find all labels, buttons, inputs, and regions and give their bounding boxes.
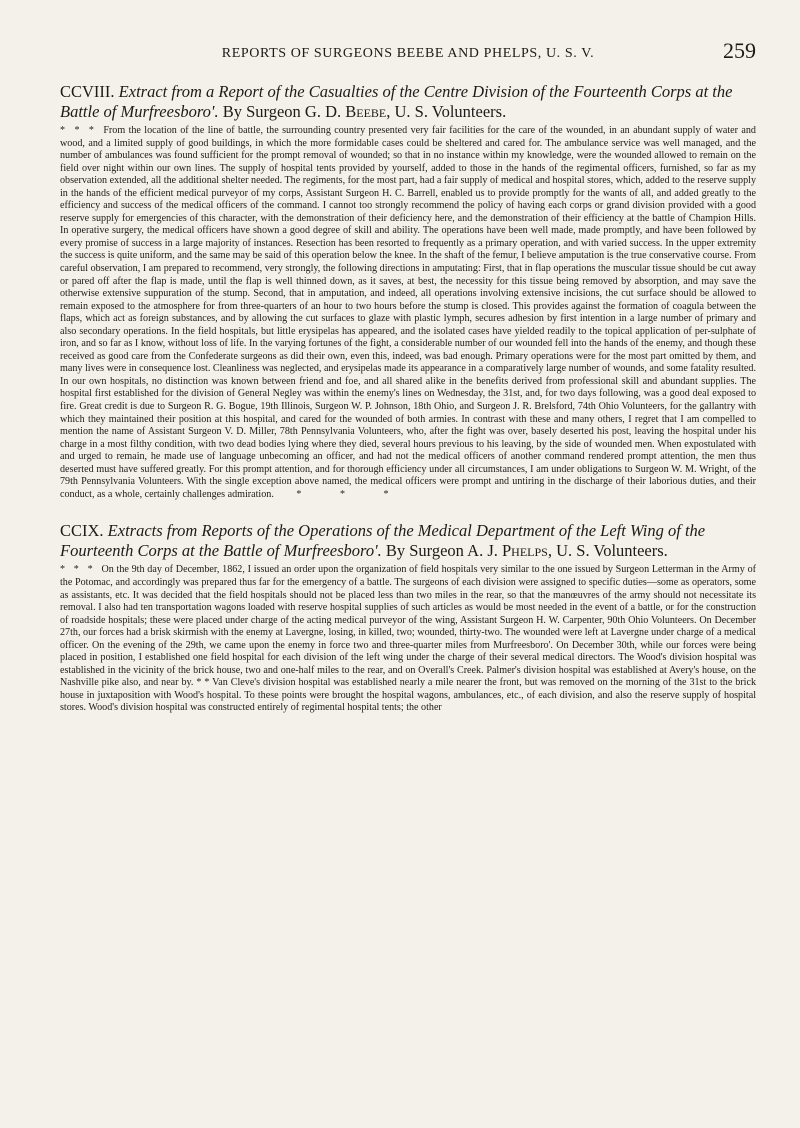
byline-suffix: , U. S. Volunteers. (547, 541, 668, 561)
article-number: CCIX. (60, 521, 104, 541)
article-number: CCVIII. (60, 82, 115, 101)
byline-name: Beebe (345, 102, 387, 121)
article-ccix (60, 521, 756, 715)
document-page (60, 38, 756, 715)
article-body (60, 564, 756, 715)
article-heading (60, 521, 756, 561)
closing-stars: * * * (296, 488, 407, 500)
byline-suffix: , U. S. Volunteers. (386, 102, 507, 121)
ellipsis-stars: * * * (60, 125, 97, 136)
byline-prefix: By Surgeon A. J. (385, 541, 498, 561)
article-body (60, 125, 756, 501)
article-title: Extract from a Report of the Casualties of the Centre Division of the Fourteenth Corps at the Battle of Murfreesboro'. (60, 82, 733, 121)
running-title: REPORTS OF SURGEONS BEEBE AND PHELPS, U. S. V. (221, 46, 595, 61)
article-ccviii (60, 82, 756, 501)
article-heading (60, 82, 756, 122)
ellipsis-stars: * * * (60, 564, 96, 576)
byline-name: Phelps (502, 541, 548, 561)
article-title: Extracts from Reports of the Operations of the Medical Department of the Left Wing of the Fourteenth Corps at the Battle of Murfreesboro'. (60, 521, 706, 561)
running-header (60, 38, 756, 68)
byline-prefix: By Surgeon G. D. (222, 102, 342, 121)
page-number: 259 (723, 38, 756, 63)
body-text: From the location of the line of battle, the surrounding country presented very fair facilities for the care of the wounded, in an abundant supply of water and wood, and a limited supply of good buildings, in which the more formidable cases could be sheltered and cared for. The ambulance service was well managed, and the number of ambulances was found sufficient for the prompt removal of wounded; so that in no instance within my knowledge, were the wounded allowed to remain on the field over night within our own lines. The supply of hospital tents provided by yourself, added to those in the hands of the regimental officers, furnished, so far as my observation extended, all the additional shelter needed. The regiments, for the most part, had a fair supply of medical and hospital stores, which, added to the reserve supply in the hands of the efficient medical purveyor of my corps, Assistant Surgeon H. C. Barrell, enabled us to provide promptly for the wants of all, and added greatly to the efficiency and success of the medical officers of the command. I cannot too strongly recommend the policy of having each corps or grand division provided with a good reserve supply for emergencies of this character, with the demonstration of their deficiency here, and the demonstration of their efficiency at the battle of Champion Hills. In operative surgery, the medical officers have shown a good degree of skill and ability. The operations have been well made, made promptly, and have been followed by every promise of success in a large majority of instances. Resection has been resorted to frequently as a primary operation, and with varied success. In the upper extremity the success is quite uniform, and the same may be said of this operation below the knee. In the shaft of the femur, I believe amputation is the true conservative course. From careful observation, I am prepared to recommend, very strongly, the following directions in amputating: First, that in flap operations the muscular tissue should be cut away or pared off after the flap is made, until the flap is well thinned down, as it saves, at best, the necessity for this tissue being removed by absorption, and may save the otherwise extensive suppuration of the stump. Second, that in amputation, and indeed, all operations involving extensive incisions, the cut surface should be allowed to remain exposed to the atmosphere for from three-quarters of an hour to two hours before the stump is closed. This provides against the formation of coagula between the flaps, which act as foreign substances, and by allowing the cut surfaces to glaze with plastic lymph, secures adhesion by first intention in a large number of primary and also secondary operations. In the field hospitals, but little erysipelas has appeared, and the isolated cases have yielded readily to the topical application of per-sulphate of iron, and so far as I know, without loss of life. In the varying fortunes of the fight, a considerable number of our wounded fell into the hands of the enemy, and though these received as good care from the Confederate surgeons as did their own, even this, indeed, was bad enough. Primary operations were for the most part omitted by them, and many lives were in consequence lost. Cleanliness was neglected, and erysipelas made its appearance in a comparatively large number of wounds, and some fatality resulted. In our own hospitals, no distinction was known between friend and foe, and all shared alike in the benefits derived from professional skill and abundant supplies. The hospital first established for the division of General Negley was within the enemy's lines on Wednesday, the 31st, and, for two days following, was a good deal exposed to fire. Great credit is due to Surgeon R. G. Bogue, 19th Illinois, Surgeon W. P. Johnson, 18th Ohio, and Surgeon J. R. Brelsford, 74th Ohio Volunteers, for the gallantry with which they maintained their position at this hospital, and cared for the wounded of both armies. In contrast with these and many others, I regret that I am compelled to mention the name of Assistant Surgeon V. D. Miller, 78th Pennsylvania Volunteers, who, after the fight was over, basely deserted his post, leaving the hospital under his charge in a most filthy condition, with two dead bodies lying where they died, several hours previous to his leaving, by the side of wounded men. When expostulated with and urged to remain, he made use of language unbecoming an officer, and had not the medical officers of another command rendered prompt attention, the men thus deserted must have suffered greatly. For this prompt attention, and for thorough efficiency under all circumstances, I am under obligations to Surgeon W. M. Wright, of the 79th Pennsylvania Volunteers. With the single exception above named, the medical officers were prompt and untiring in the discharge of their laborious duties, and their conduct, as a whole, certainly challenges admiration. (60, 125, 756, 500)
body-text: On the 9th day of December, 1862, I issued an order upon the organization of field hospitals very similar to the one issued by Surgeon Letterman in the Army of the Potomac, and accordingly was prepared thus far for the emergency of a battle. The surgeons of each division were assigned to specific duties—some as operators, some as assistants, etc. It was decided that the field hospitals should not be placed less than two miles in the rear, so that the manœuvres of the army should not necessitate its removal. I also had ten transportation wagons loaded with reserve hospital supplies of such articles as would be most needed in the event of a battle, or for the construction of roadside hospitals; these were placed under charge of the acting medical purveyor of the wing, Assistant Surgeon H. W. Carpenter, 90th Ohio Volunteers. On December 27th, our forces had a brisk skirmish with the enemy at Lavergne, losing, in killed, two; wounded, thirty-two. The wounded were left at Lavergne under charge of a medical officer. On the evening of the 29th, we came upon the enemy in force two and three-quarter miles from Murfreesboro'. On December 30th, while our forces were being placed in position, I established one field hospital for each division of the left wing under the charge of their several medical directors. The Wood's division hospital was established in the vicinity of the brick house, two and one-half miles to the rear, and on Overall's Creek. Palmer's division hospital was established at Avery's house, on the Nashville pike also, and near by. * * Van Cleve's division hospital was established nearly a mile nearer the front, but was removed on the morning of the 31st to the brick house in juxtaposition with Wood's hospital. To these points were brought the hospital wagons, ambulances, etc., of each division, and also the reserve supply of hospital stores. Wood's division hospital was constructed entirely of regimental hospital tents; the other (60, 564, 756, 714)
